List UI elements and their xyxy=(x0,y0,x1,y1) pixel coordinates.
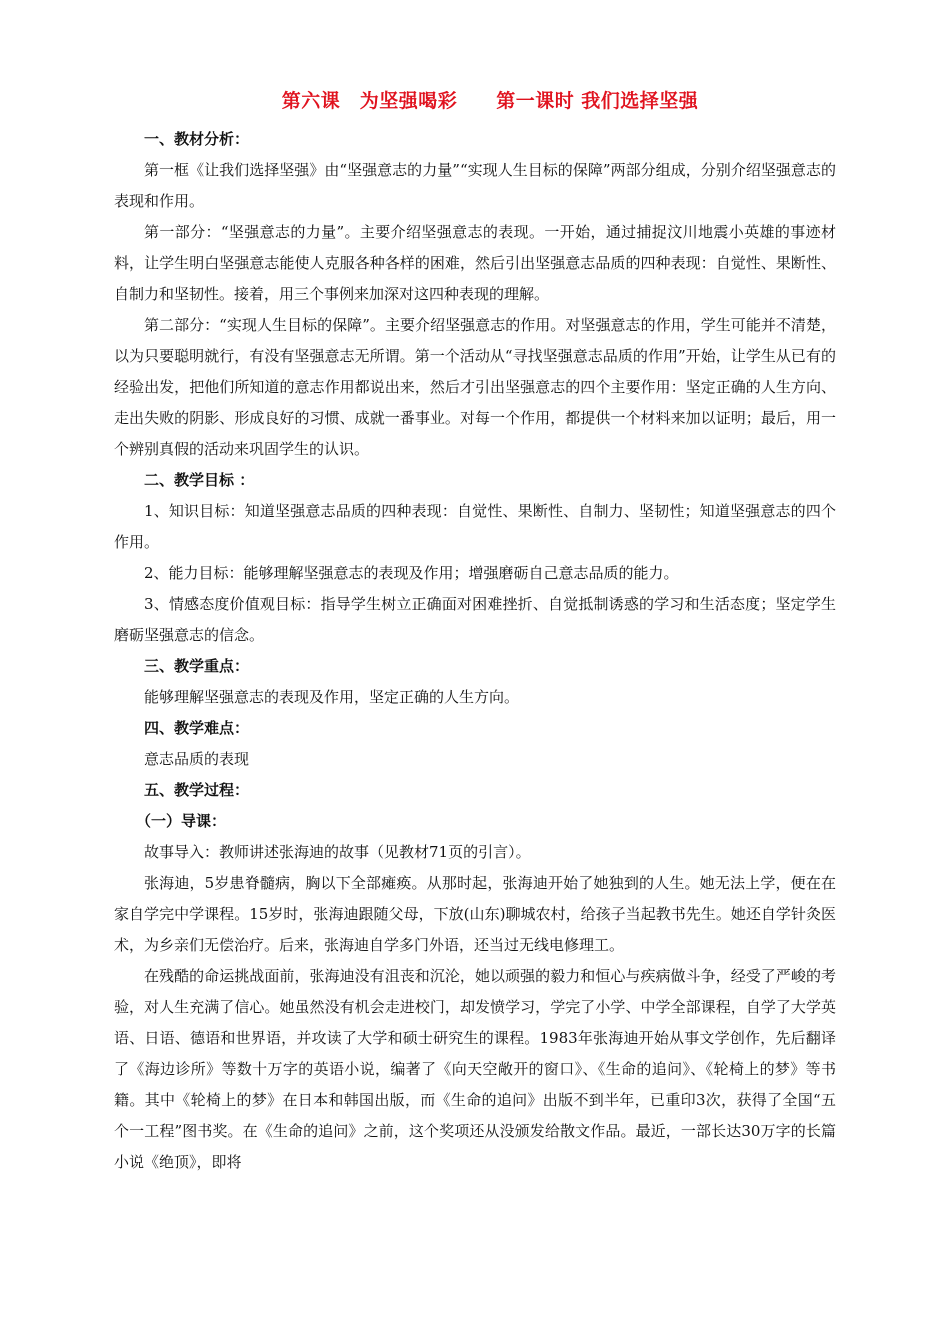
paragraph: 2、能力目标：能够理解坚强意志的表现及作用；增强磨砺自己意志品质的能力。 xyxy=(144,564,679,582)
paragraph: 能够理解坚强意志的表现及作用，坚定正确的人生方向。 xyxy=(144,688,520,706)
section-heading-key-points: 三、教学重点： xyxy=(144,657,250,675)
section-heading-difficulties: 四、教学难点： xyxy=(144,719,250,737)
section-heading-teaching-process: 五、教学过程： xyxy=(144,781,250,799)
subsection-heading-introduction: （一）导课： xyxy=(136,812,227,830)
paragraph: 在残酷的命运挑战面前，张海迪没有沮丧和沉沦，她以顽强的毅力和恒心与疾病做斗争，经受了严峻的考验，对人生充满了信心。她虽然没有机会走进校门，却发愤学习，学完了小学、中学全部课程，自学了大学英语、日语、德语和世界语，并攻读了大学和硕士研究生的课程。1983年张海迪开始从事文学创作，先后翻译了《海边诊所》等数十万字的英语小说，编著了《向天空敞开的窗口》、《生命的追问》、《轮椅上的梦》等书籍。其中《轮椅上的梦》在日本和韩国出版，而《生命的追问》出版不到半年，已重印3次，获得了全国“五个一工程”图书奖。在《生命的追问》之前，这个奖项还从没颁发给散文作品。最近，一部长达30万字的长篇小说《绝顶》，即将 xyxy=(114,967,836,1171)
paragraph: 张海迪，5岁患脊髓病，胸以下全部瘫痪。从那时起，张海迪开始了她独到的人生。她无法上学，便在在家自学完中学课程。15岁时，张海迪跟随父母，下放(山东)聊城农村，给孩子当起教书先生。她还自学针灸医术，为乡亲们无偿治疗。后来，张海迪自学多门外语，还当过无线电修理工。 xyxy=(114,874,836,954)
paragraph: 1、知识目标：知道坚强意志品质的四种表现：自觉性、果断性、自制力、坚韧性；知道坚强意志的四个作用。 xyxy=(114,502,836,551)
section-heading-teaching-goals: 二、教学目标 ： xyxy=(144,471,255,489)
paragraph: 意志品质的表现 xyxy=(144,750,250,768)
paragraph: 3、情感态度价值观目标：指导学生树立正确面对困难挫折、自觉抵制诱惑的学习和生活态度；坚定学生磨砺坚强意志的信念。 xyxy=(114,595,836,644)
document-page xyxy=(114,88,836,1178)
paragraph: 第一框《让我们选择坚强》由“坚强意志的力量”“实现人生目标的保障”两部分组成，分别介绍坚强意志的表现和作用。 xyxy=(114,161,836,210)
paragraph: 第二部分：“实现人生目标的保障”。主要介绍坚强意志的作用。对坚强意志的作用，学生可能并不清楚，以为只要聪明就行，有没有坚强意志无所谓。第一个活动从“寻找坚强意志品质的作用”开始，让学生从已有的经验出发，把他们所知道的意志作用都说出来，然后才引出坚强意志的四个主要作用：坚定正确的人生方向、走出失败的阴影、形成良好的习惯、成就一番事业。对每一个作用，都提供一个材料来加以证明；最后，用一个辨别真假的活动来巩固学生的认识。 xyxy=(114,316,836,458)
document-title: 第六课 为坚强喝彩 第一课时 我们选择坚强 xyxy=(281,90,699,112)
paragraph: 第一部分：“坚强意志的力量”。主要介绍坚强意志的表现。一开始，通过捕捉汶川地震小英雄的事迹材料，让学生明白坚强意志能使人克服各种各样的困难，然后引出坚强意志品质的四种表现：自觉性、果断性、自制力和坚韧性。接着，用三个事例来加深对这四种表现的理解。 xyxy=(114,223,836,303)
paragraph: 故事导入：教师讲述张海迪的故事（见教材71页的引言）。 xyxy=(144,843,531,861)
section-heading-textbook-analysis: 一、教材分析： xyxy=(144,130,250,148)
